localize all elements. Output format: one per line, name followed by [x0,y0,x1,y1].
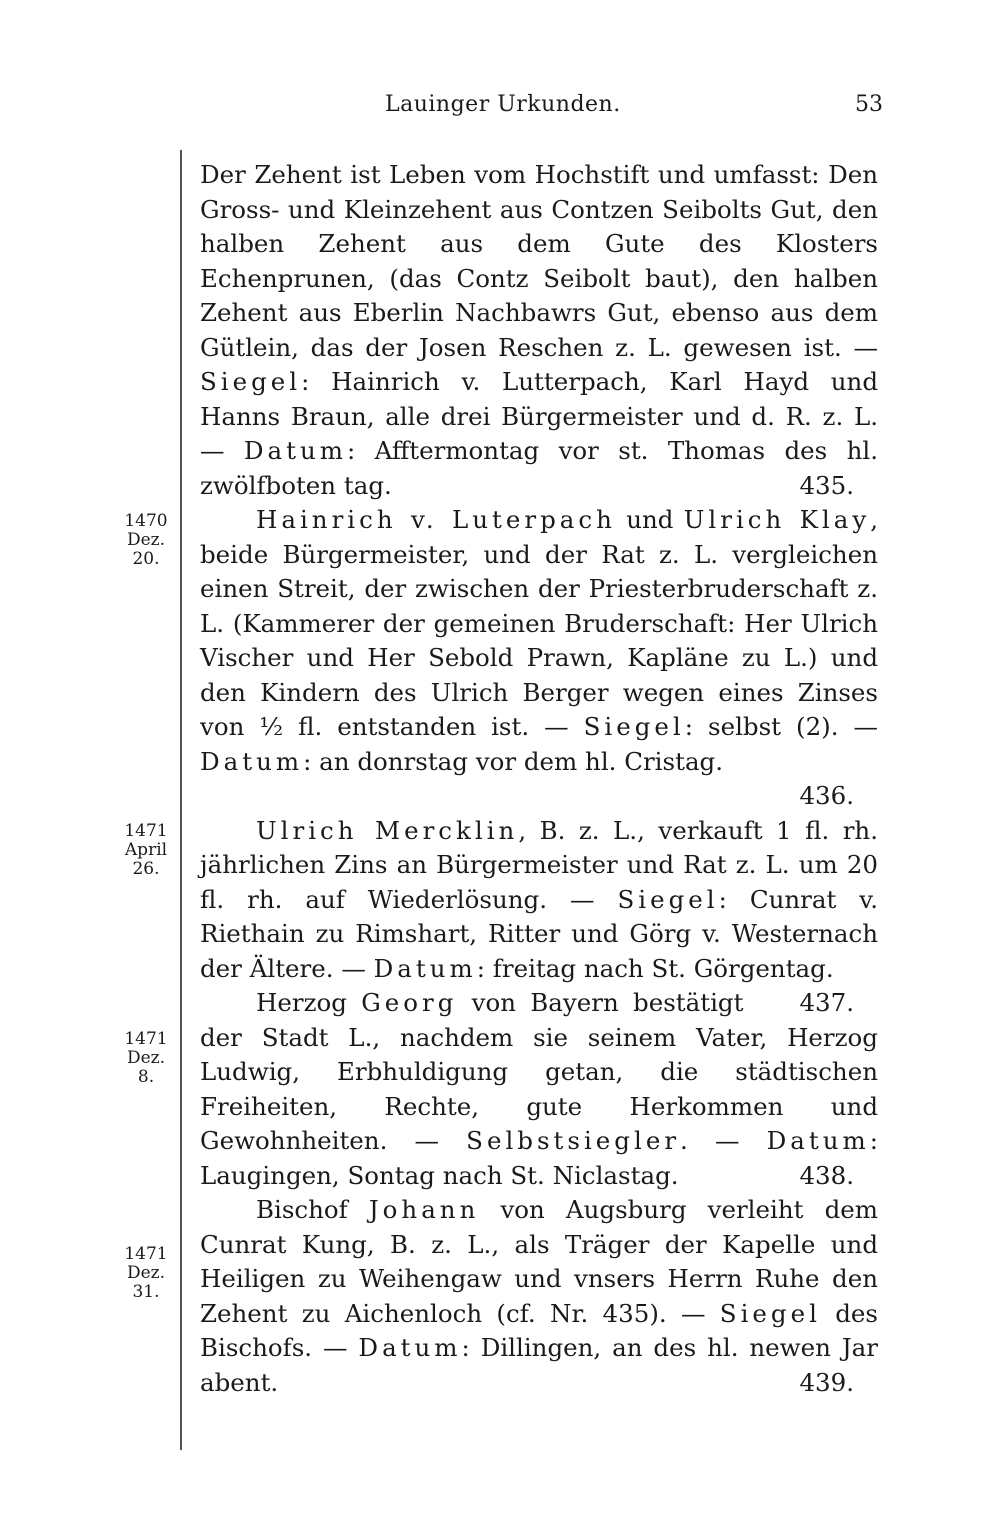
date-month: Dez. [126,1263,166,1283]
entry-number: 439. [799,1367,854,1397]
entry-text: von Bayern bestätigt der Stadt L., nachdem sie seinem Vater, Herzog Ludwig, Erbhuldigung getan, die städtischen Freiheiten, Rechte, gute Herkommen und Gewohnheiten. — [200,988,878,1155]
spaced-keyword: Datum [373,953,477,983]
entry-436 [200,503,878,814]
date-day: 20. [132,549,160,569]
spaced-name: Ulrich Mercklin [256,815,519,845]
entry-text: : Cunrat v. Riethain zu Rimshart, Ritter und Görg v. Westernach der Ältere. — [200,884,879,983]
entry-number: 435. [799,470,854,500]
entry-text: : selbst (2). — [684,712,878,741]
marginal-date-436 [110,512,182,569]
entry-text: , beide Bürgermeister, und der Rat z. L. vergleichen einen Streit, der zwischen der Priesterbruderschaft z. L. (Kammerer der gemeinen Bruderschaft: Her Ulrich Vischer und Her Sebold Prawn, Kapläne zu L.) und den Kindern des Ulrich Berger wegen eines Zinses von ½ fl. entstanden ist. — [200,505,878,741]
spaced-name: Johann [368,1195,480,1224]
entry-text: : Laugingen, Sontag nach St. Niclastag. [200,1126,878,1190]
spaced-keyword: Datum [243,436,347,465]
spaced-keyword: Siegel [583,712,685,741]
entry-text: Der Zehent ist Leben vom Hochstift und umfasst: Den Gross- und Kleinzehent aus Contzen Seibolts Gut, den halben Zehent aus dem Gute des Klosters Echenprunen, (das Contz Seibolt baut), den halben Zehent aus Eberlin Nachbawrs Gut, ebenso aus dem Gütlein, das der Josen Reschen z. L. gewesen ist. — [200,160,878,362]
spaced-name: Ulrich Klay [683,505,871,534]
entry-text: und [615,505,684,534]
date-month: Dez. [126,1048,166,1068]
page-number: 53 [855,92,883,117]
date-year: 1471 [124,1244,168,1264]
date-day: 31. [132,1282,160,1302]
date-day: 26. [132,859,160,879]
entry-text: : Afftermontag vor st. Thomas des hl. zwölfboten tag. [200,436,878,500]
entry-text: des Bischofs. — [200,1298,879,1362]
entry-435 [200,158,878,503]
entry-text: Herzog [256,988,362,1017]
spaced-keyword: Datum [358,1333,462,1362]
date-year: 1471 [124,821,168,841]
spaced-name: Hainrich v. Luterpach [256,505,616,534]
marginal-date-439 [110,1245,182,1302]
spaced-keyword: Selbstsiegler [466,1126,681,1155]
marginal-date-437 [110,822,182,879]
entry-text: : freitag nach St. Görgentag. [476,953,834,983]
spaced-keyword: Datum [200,746,304,776]
entry-text: : Dillingen, an des hl. newen Jar abent. [200,1333,878,1397]
entry-text: : Hainrich v. Lutterpach, Karl Hayd und Hanns Braun, alle drei Bürgermeister und d. R. z. L. — [200,367,878,465]
entry-number: 438. [799,1160,854,1190]
entry-text: von Augsburg verleiht dem Cunrat Kung, B. z. L., als Träger der Kapelle und Heiligen zu Weihengaw und vnsers Herrn Ruhe den Zehent zu Aichenloch (cf. Nr. 435). — [200,1195,878,1328]
running-head: Lauinger Urkunden. [385,92,621,117]
date-day: 8. [137,1067,155,1087]
date-month: Dez. [126,530,166,550]
spaced-keyword: Siegel [200,367,302,396]
entry-number: 436. [799,781,854,810]
entry-text: . — [680,1126,767,1155]
date-month: April [124,840,168,860]
spaced-name: Georg [361,988,458,1017]
entry-number: 437. [799,988,854,1017]
body-text [200,158,878,1400]
spaced-keyword: Datum [766,1126,870,1155]
marginal-date-438 [110,1030,182,1087]
entry-439 [200,1193,878,1400]
entry-text: , B. z. L., verkauft 1 fl. rh. jährlichen Zins an Bürgermeister und Rat z. L. um 20 fl. rh. auf Wiederlösung. — [200,815,878,914]
spaced-keyword: Siegel [617,884,719,914]
date-year: 1471 [124,1029,168,1049]
spaced-keyword: Siegel [719,1298,821,1328]
entry-text: : an donrstag vor dem hl. Cristag. [303,746,724,776]
entry-text: Bischof [256,1195,369,1224]
date-year: 1470 [124,511,168,531]
